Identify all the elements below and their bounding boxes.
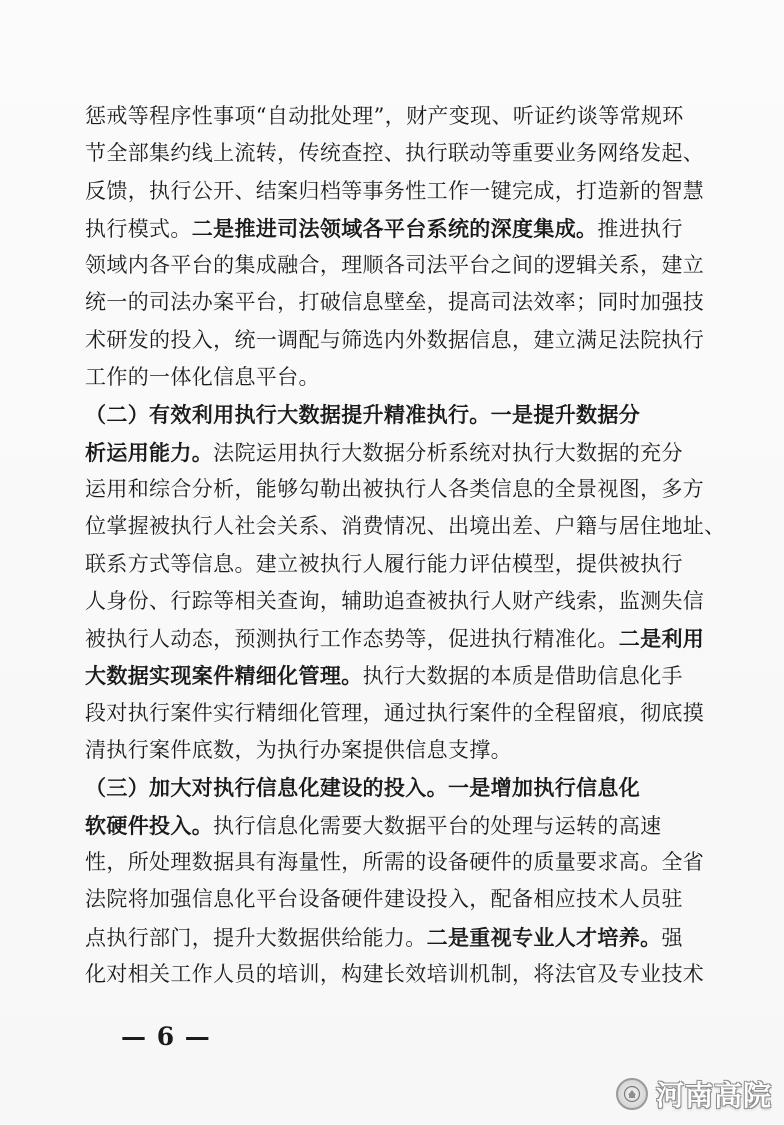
text-segment: 清执行案件底数，为执行办案提供信息支撑。 [85, 738, 512, 763]
text-segment: 反馈，执行公开、结案归档等事务性工作一键完成，打造新的智慧 [85, 178, 705, 203]
document-line [85, 284, 705, 321]
document-line [85, 210, 685, 247]
document-line [85, 732, 685, 769]
document-line [85, 322, 705, 359]
bold-text-segment: 二是重视专业人才培养。 [426, 924, 662, 950]
document-body [85, 98, 726, 993]
document-line [85, 657, 685, 694]
text-segment: 段对执行案件实行精细化管理，通过执行案件的全程留痕，彻底摸 [85, 700, 705, 725]
text-segment: 工作的一体化信息平台。 [85, 365, 320, 390]
bold-text-segment: 软硬件投入。 [85, 812, 214, 838]
bold-text-segment: 一是增加执行信息化 [447, 775, 641, 801]
text-segment: 执行模式。 [85, 216, 192, 241]
document-line [85, 434, 685, 471]
text-segment: 点执行部门，提升大数据供给能力。 [85, 925, 427, 950]
bold-text-segment: 大数据实现案件精细化管理。 [85, 663, 363, 689]
text-segment: 人身份、行踪等相关查询，辅助追查被执行人财产线索，监测失信 [85, 588, 705, 613]
text-segment: 执行大数据的本质是借助信息化手 [362, 664, 683, 689]
document-line [85, 98, 685, 135]
text-segment: 执行信息化需要大数据平台的处理与运转的高速 [213, 813, 662, 838]
bold-text-segment: 一是提升数据分 [490, 402, 641, 428]
document-line [85, 546, 685, 583]
page-number: — 6 — [121, 1022, 211, 1051]
text-segment: 运用和综合分析，能够勾勒出被执行人各类信息的全景视图，多方 [85, 476, 705, 501]
text-segment: 被执行人动态，预测执行工作态势等，促进执行精准化。 [85, 627, 619, 652]
text-segment: 术研发的投入，统一调配与筛选内外数据信息，建立满足法院执行 [85, 327, 705, 352]
document-line [85, 620, 705, 657]
bold-text-segment: 二是推进司法领域各平台系统的深度集成。 [191, 215, 598, 241]
document-line [85, 956, 705, 993]
document-line [85, 919, 685, 956]
watermark-text: 河南高院 [655, 1079, 772, 1112]
document-line [85, 135, 705, 172]
bold-text-segment: （二）有效利用执行大数据提升精准执行。 [85, 402, 491, 428]
document-line [85, 396, 685, 433]
document-line [85, 359, 685, 396]
text-segment: 位掌握被执行人社会关系、消费情况、出境出差、户籍与居住地址、 [85, 514, 726, 539]
text-segment: 法院运用执行大数据分析系统对执行大数据的充分 [213, 440, 683, 465]
document-line [85, 583, 705, 620]
document-line [85, 807, 685, 844]
watermark [616, 1073, 772, 1115]
document-line [85, 471, 705, 508]
bold-text-segment: （三）加大对执行信息化建设的投入。 [85, 775, 448, 801]
text-segment: 节全部集约线上流转，传统查控、执行联动等重要业务网络发起、 [85, 141, 705, 166]
text-segment: 统一的司法办案平台，打破信息壁垒，提高司法效率；同时加强技 [85, 290, 705, 315]
text-segment: 惩戒等程序性事项“自动批处理”，财产变现、听证约谈等常规环 [85, 104, 684, 128]
document-line [85, 844, 705, 881]
text-segment: 领域内各平台的集成融合，理顺各司法平台之间的逻辑关系，建立 [85, 253, 705, 278]
document-line [85, 695, 705, 732]
bold-text-segment: 析运用能力。 [85, 439, 214, 465]
text-segment: 推进执行 [597, 216, 683, 241]
text-segment: 联系方式等信息。建立被执行人履行能力评估模型，提供被执行 [85, 551, 683, 576]
document-line [85, 881, 685, 918]
text-segment: 法院将加强信息化平台设备硬件建设投入，配备相应技术人员驻 [85, 887, 683, 912]
bold-text-segment: 二是利用 [618, 626, 705, 652]
text-segment: 强 [661, 925, 683, 950]
document-line [85, 247, 705, 284]
text-segment: 性，所处理数据具有海量性，所需的设备硬件的质量要求高。全省 [85, 849, 705, 874]
text-segment: 化对相关工作人员的培训，构建长效培训机制，将法官及专业技术 [85, 961, 705, 986]
document-line [85, 769, 685, 806]
court-emblem-icon [616, 1078, 648, 1110]
document-line [85, 508, 726, 545]
document-line [85, 173, 705, 210]
